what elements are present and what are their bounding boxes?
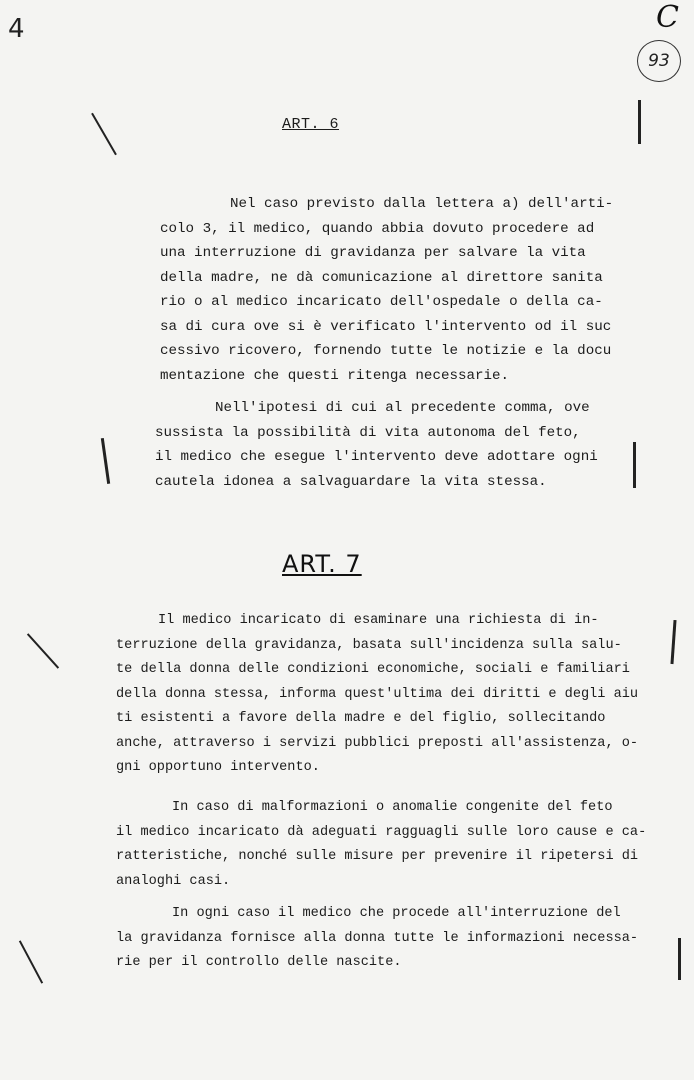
art7-paragraph-2 [116, 796, 646, 894]
art7-paragraph-3 [116, 902, 638, 976]
margin-bar-mark [678, 938, 681, 980]
corner-handwritten-letter: C [656, 0, 679, 35]
text-line: sa di cura ove si è verificato l'intervento od il suc [160, 318, 612, 335]
text-line: il medico che esegue l'intervento deve adottare ogni [155, 449, 598, 465]
margin-slash-mark [27, 633, 59, 669]
text-line: rie per il controllo delle nascite. [116, 955, 402, 970]
text-line: ratteristiche, nonché sulle misure per prevenire il ripetersi di [116, 849, 639, 864]
margin-bar-mark [670, 620, 676, 664]
page-number-stamp: 93 [637, 40, 681, 82]
text-line: Nell'ipotesi di cui al precedente comma, ove [215, 400, 590, 416]
text-line: In ogni caso il medico che procede all'interruzione del [172, 906, 621, 921]
text-line: ti esistenti a favore della madre e del figlio, sollecitando [116, 711, 606, 726]
art6-paragraph-1 [160, 192, 613, 388]
art6-heading: ART. 6 [282, 116, 340, 133]
margin-slash-mark [91, 113, 117, 156]
text-line: te della donna delle condizioni economiche, sociali e familiari [116, 662, 630, 677]
text-line: terruzione della gravidanza, basata sull'incidenza sulla salu- [116, 637, 622, 653]
text-line: sussista la possibilità di vita autonoma del feto, [155, 424, 581, 441]
text-line: una interruzione di gravidanza per salvare la vita [160, 245, 586, 261]
text-line: rio o al medico incaricato dell'ospedale o della ca- [160, 294, 603, 310]
text-line: cautela idonea a salvaguardare la vita stessa. [155, 473, 547, 490]
margin-bar-mark [638, 100, 641, 144]
text-line: Nel caso previsto dalla lettera a) dell'arti- [230, 196, 614, 212]
text-line: analoghi casi. [116, 873, 231, 889]
text-line: anche, attraverso i servizi pubblici preposti all'assistenza, o- [116, 735, 639, 751]
margin-bar-mark [101, 438, 110, 484]
text-line: Il medico incaricato di esaminare una richiesta di in- [158, 613, 599, 628]
text-line: la gravidanza fornisce alla donna tutte le informazioni necessa- [116, 930, 639, 946]
text-line: il medico incaricato dà adeguati ragguagli sulle loro cause e ca- [116, 824, 647, 840]
text-line: mentazione che questi ritenga necessarie. [160, 367, 510, 384]
art7-heading: ART. 7 [282, 550, 362, 578]
corner-handwritten-mark: 4 [8, 14, 25, 44]
text-line: cessivo ricovero, fornendo tutte le notizie e la docu [160, 343, 612, 359]
margin-slash-mark [19, 940, 43, 983]
art7-paragraph-1 [116, 609, 638, 781]
art6-paragraph-2 [155, 396, 598, 494]
margin-bar-mark [633, 442, 636, 488]
text-line: della madre, ne dà comunicazione al direttore sanita [160, 269, 603, 286]
text-line: della donna stessa, informa quest'ultima dei diritti e degli aiu [116, 686, 639, 702]
text-line: colo 3, il medico, quando abbia dovuto procedere ad [160, 220, 595, 237]
text-line: gni opportuno intervento. [116, 760, 320, 775]
text-line: In caso di malformazioni o anomalie congenite del feto [172, 800, 613, 815]
